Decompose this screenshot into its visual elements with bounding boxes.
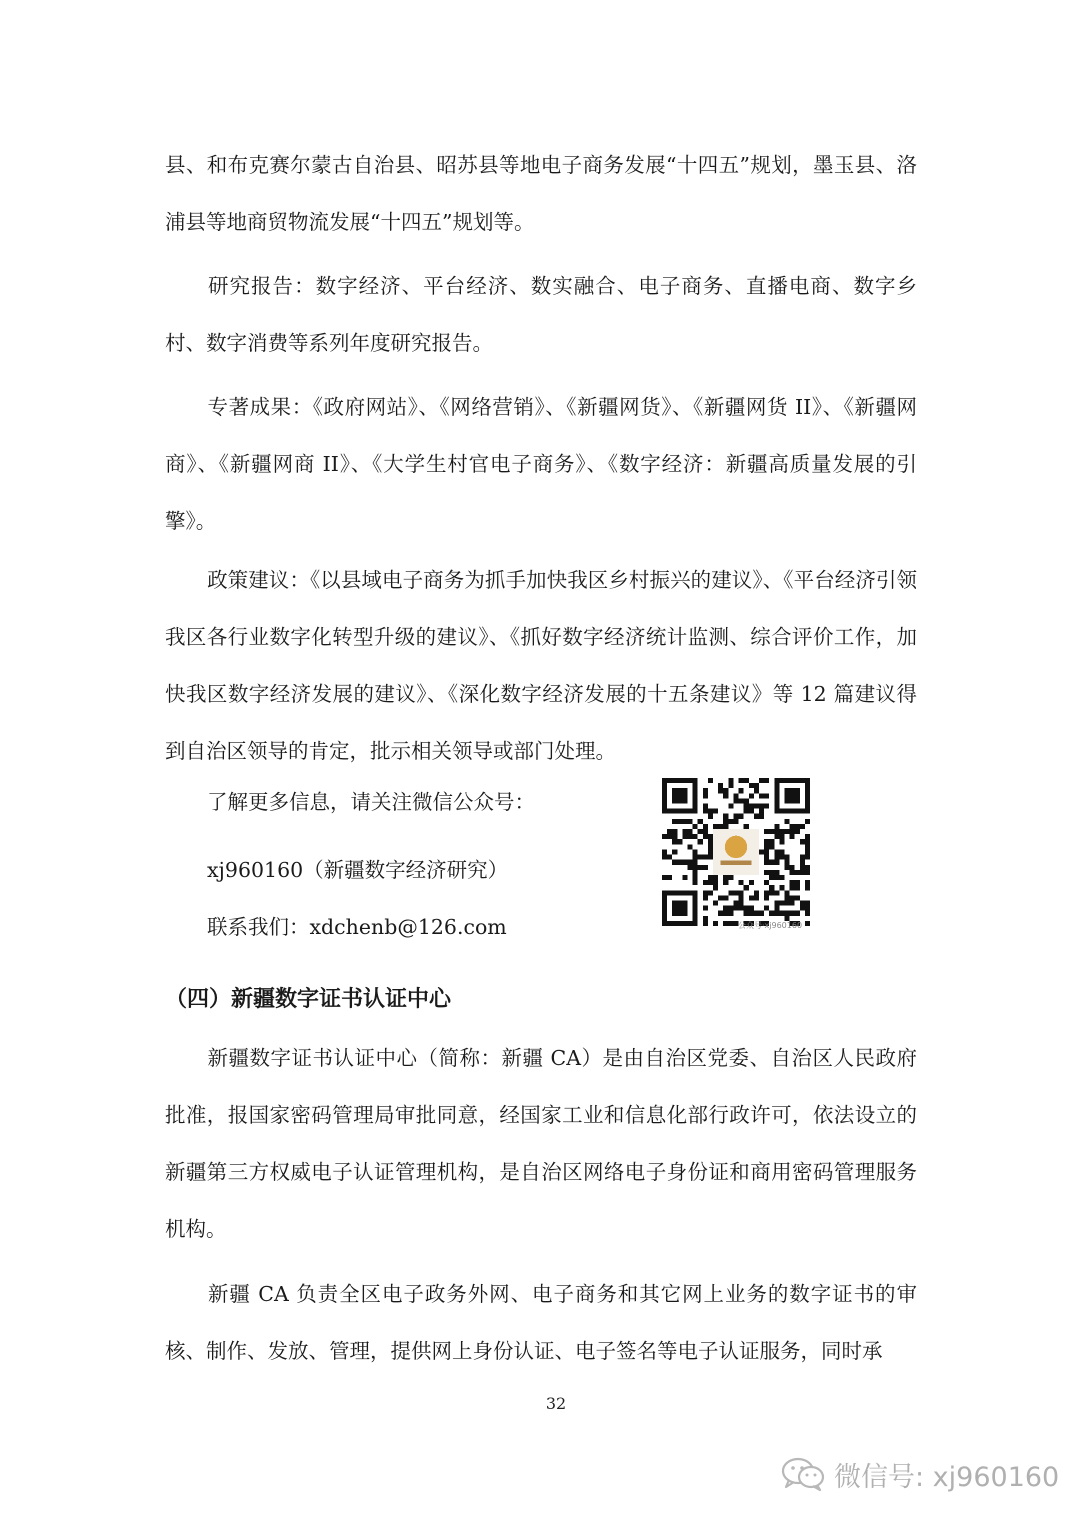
paragraph-plans-text: 县、和布克赛尔蒙古自治县、昭苏县等地电子商务发展“十四五”规划，墨玉县、洛浦县等地商贸物流发展“十四五”规划等。 — [165, 153, 917, 234]
follow-text: 了解更多信息，请关注微信公众号： — [207, 790, 535, 814]
paragraph-ca-intro — [165, 1030, 917, 1258]
paragraph-research-reports-text: 研究报告：数字经济、平台经济、数实融合、电子商务、直播电商、数字乡村、数字消费等系列年度研究报告。 — [165, 274, 917, 355]
qr-code[interactable] — [662, 778, 810, 926]
paragraph-monographs — [165, 379, 917, 550]
qr-caption: 公众号·xj960160 — [738, 921, 803, 930]
qr-logo-bar — [721, 861, 752, 865]
paragraph-research-reports — [165, 258, 917, 372]
contact-email: 联系我们：xdchenb@126.com — [207, 915, 507, 939]
paragraph-ca-intro-text: 新疆数字证书认证中心（简称：新疆 CA）是由自治区党委、自治区人民政府批准，报国家密码管理局审批同意，经国家工业和信息化部行政许可，依法设立的新疆第三方权威电子认证管理机构，是自治区网络电子身份证和商用密码管理服务机构。 — [165, 1046, 917, 1241]
wechat-watermark — [780, 1454, 1059, 1494]
paragraph-ca-duties-text: 新疆 CA 负责全区电子政务外网、电子商务和其它网上业务的数字证书的审核、制作、发放、管理，提供网上身份认证、电子签名等电子认证服务，同时承 — [165, 1282, 917, 1363]
account-text: xj960160（新疆数字经济研究） — [207, 858, 509, 882]
page-number: 32 — [545, 1394, 567, 1413]
paragraph-ca-duties — [165, 1266, 917, 1380]
watermark-text: 微信号: xj960160 — [834, 1461, 1060, 1493]
wechat-icon — [780, 1456, 826, 1492]
paragraph-policy-advice-text: 政策建议：《以县域电子商务为抓手加快我区乡村振兴的建议》、《平台经济引领我区各行业数字化转型升级的建议》、《抓好数字经济统计监测、综合评价工作，加快我区数字经济发展的建议》、《深化数字经济发展的十五条建议》等 12 篇建议得到自治区领导的肯定，批示相关领导或部门处理。 — [165, 568, 917, 763]
section-heading: （四）新疆数字证书认证中心 — [165, 987, 452, 1012]
paragraph-policy-advice — [165, 552, 917, 780]
paragraph-plans — [165, 137, 917, 251]
paragraph-monographs-text: 专著成果：《政府网站》、《网络营销》、《新疆网货》、《新疆网货 II》、《新疆网商》、《新疆网商 II》、《大学生村官电子商务》、《数字经济：新疆高质量发展的引擎》。 — [165, 395, 917, 533]
qr-logo-mark — [725, 836, 747, 858]
